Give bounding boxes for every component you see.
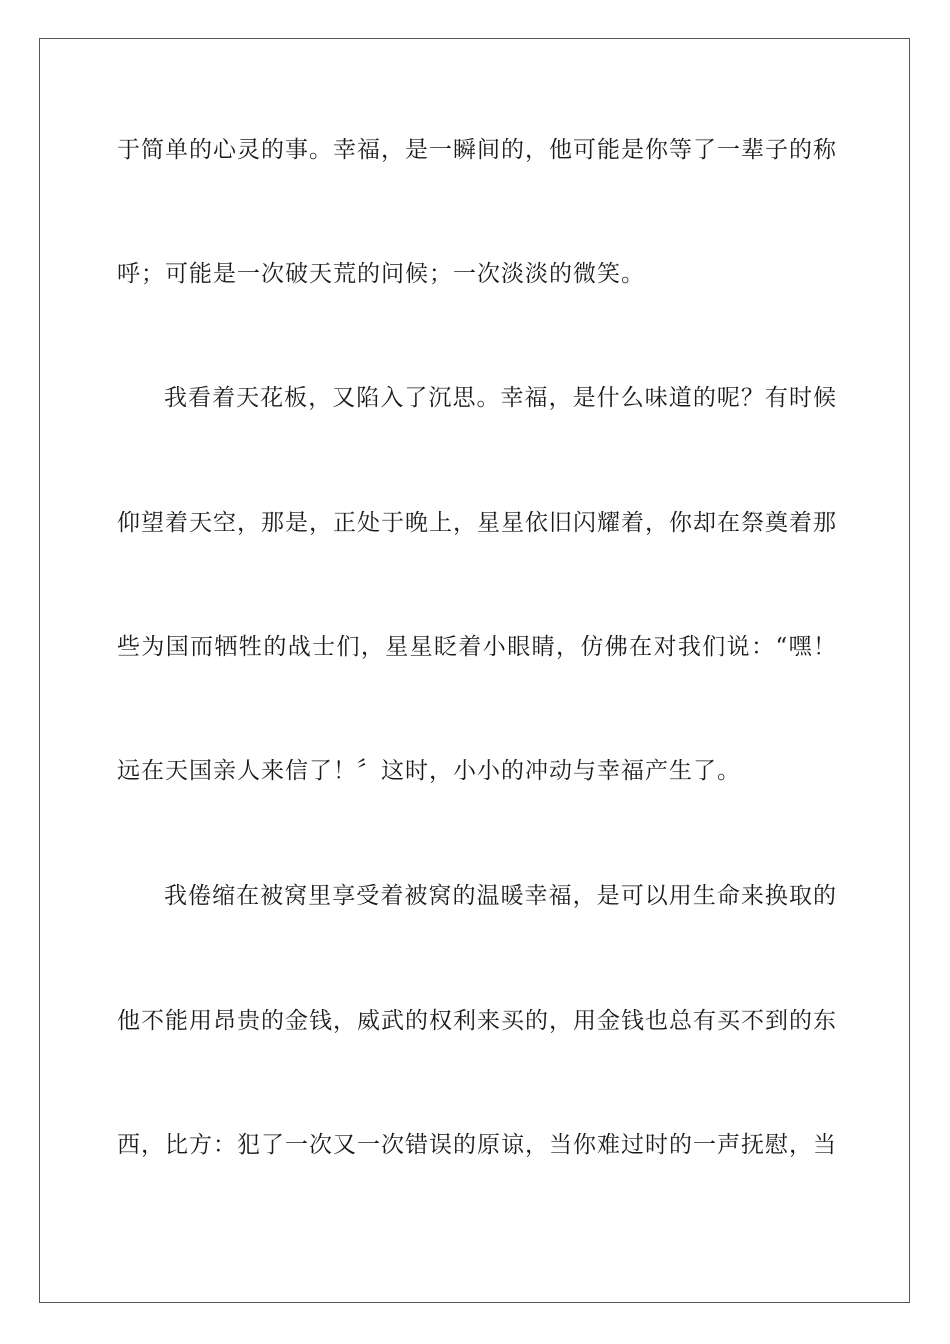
text-line-8: 他不能用昂贵的金钱，威武的权利来买的，用金钱也总有买不到的东 — [117, 1008, 837, 1034]
text-line-9: 西，比方：犯了一次又一次错误的原谅，当你难过时的一声抚慰，当 — [117, 1132, 837, 1158]
text-line-4: 仰望着天空，那是，正处于晚上，星星依旧闪耀着，你却在祭奠着那 — [117, 510, 837, 536]
text-line-3: 我看着天花板，又陷入了沉思。幸福，是什么味道的呢？有时候 — [164, 385, 837, 411]
page-border — [39, 38, 910, 1303]
text-line-2: 呼；可能是一次破天荒的问候；一次淡淡的微笑。 — [117, 261, 645, 287]
text-line-7: 我倦缩在被窝里享受着被窝的温暖幸福，是可以用生命来换取的 — [164, 883, 837, 909]
text-line-6: 远在天国亲人来信了！〞这时，小小的冲动与幸福产生了。 — [117, 758, 741, 784]
text-line-5: 些为国而牺牲的战士们，星星眨着小眼睛，仿佛在对我们说：“嘿！ — [117, 634, 837, 660]
text-line-1: 于简单的心灵的事。幸福，是一瞬间的，他可能是你等了一辈子的称 — [117, 137, 837, 163]
